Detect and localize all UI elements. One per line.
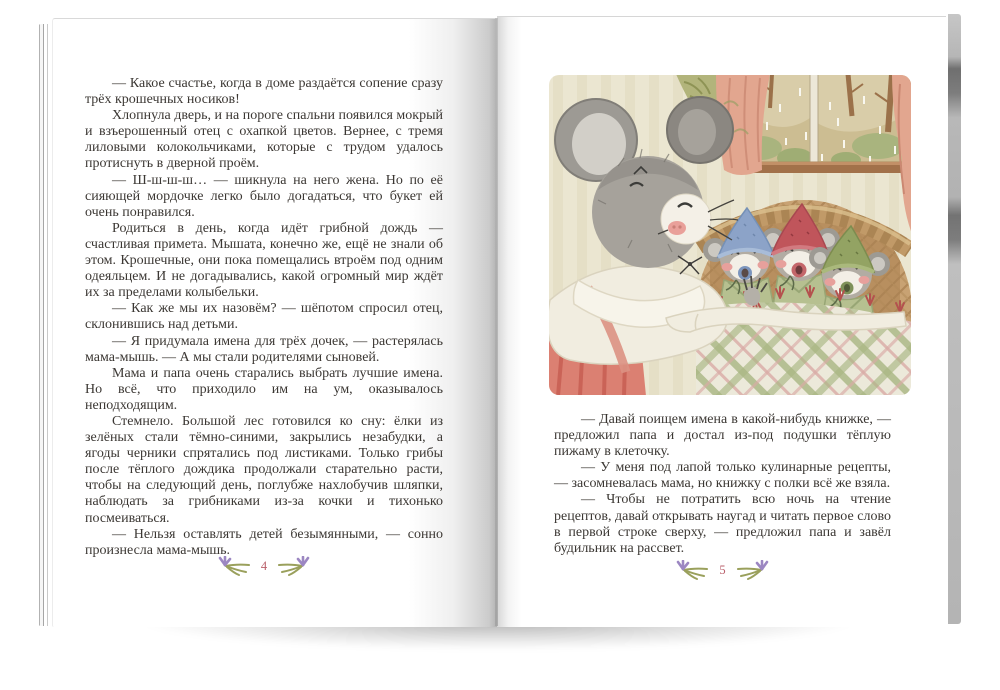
page-number: 4	[260, 558, 268, 573]
paragraph: Хлопнула дверь, и на пороге спальни появился мокрый и взъерошенный отец с охапкой цветов. Вернее, с тремя лиловыми колокольчиками, которые с трудом удалось протиснуть в дверной проём.	[85, 108, 443, 172]
paragraph: Родиться в день, когда идёт грибной дождь — счастливая примета. Мышата, конечно же, ещё не знали об этом. Крошечные, они пока помещались втроём под одним одеяльцем. И не догадывались, какой огромный мир ждёт их за пределами колыбельки.	[85, 220, 443, 301]
lavender-sprig-icon	[735, 560, 769, 580]
paragraph: — Ш-ш-ш-ш… — шикнула на него жена. Но по её сияющей мордочке легко было догадаться, что букет ей очень понравился.	[85, 172, 443, 220]
page-edge-stack-left	[38, 24, 52, 626]
paragraph: — Как же мы их назовём? — шёпотом спросил отец, склонившись над детьми.	[85, 301, 443, 333]
paragraph: — Нельзя оставлять детей безымянными, — сонно произнесла мама-мышь.	[85, 526, 443, 558]
page-edge-stack-right	[946, 14, 961, 624]
paragraph: — У меня под лапой только кулинарные рецепты, — засомневалась мама, но книжку с полки всё же взяла.	[554, 460, 891, 492]
left-page-footer	[85, 556, 443, 576]
paragraph: — Чтобы не потратить всю ночь на чтение рецептов, давай открывать наугад и читать первое слово в первой строке сверху, — предложил папа и завёл будильник на рассвет.	[554, 492, 891, 556]
left-page-text	[85, 76, 443, 559]
illustration-mouse-family	[548, 74, 912, 396]
lavender-sprig-icon	[276, 556, 310, 576]
book-spine	[495, 18, 498, 626]
paragraph: — Какое счастье, когда в доме раздаётся сопение сразу трёх крошечных носиков!	[85, 76, 443, 108]
right-page-text	[554, 412, 891, 557]
window-mullion	[810, 74, 818, 164]
lavender-sprig-icon	[218, 556, 252, 576]
muzzle	[661, 194, 711, 244]
page-number: 5	[719, 562, 726, 577]
right-page-footer	[554, 560, 891, 580]
paragraph: — Я придумала имена для трёх дочек, — растерялась мама-мышь. — А мы стали родителями сыновей.	[85, 333, 443, 365]
paragraph: Мама и папа очень старались выбрать лучшие имена. Но всё, что приходило им на ум, оказывалось неподходящим.	[85, 365, 443, 413]
paragraph: Стемнело. Большой лес готовился ко сну: ёлки из зелёных стали тёмно-синими, закрылись незабудки, а ягоды черники спрятались под листиками. Только грибы после тёплого дождика продолжали старательно расти, чтобы на следующий день, поглубже нахлобучив шляпки, наблюдать за грибниками из-за кочки и тихонько посмеиваться.	[85, 413, 443, 526]
paragraph: — Давай поищем имена в какой-нибудь книжке, — предложил папа и достал из-под подушки тёплую пижаму в клеточку.	[554, 412, 891, 460]
book-drop-shadow	[42, 621, 954, 661]
lavender-sprig-icon	[676, 560, 710, 580]
nose	[668, 221, 686, 235]
